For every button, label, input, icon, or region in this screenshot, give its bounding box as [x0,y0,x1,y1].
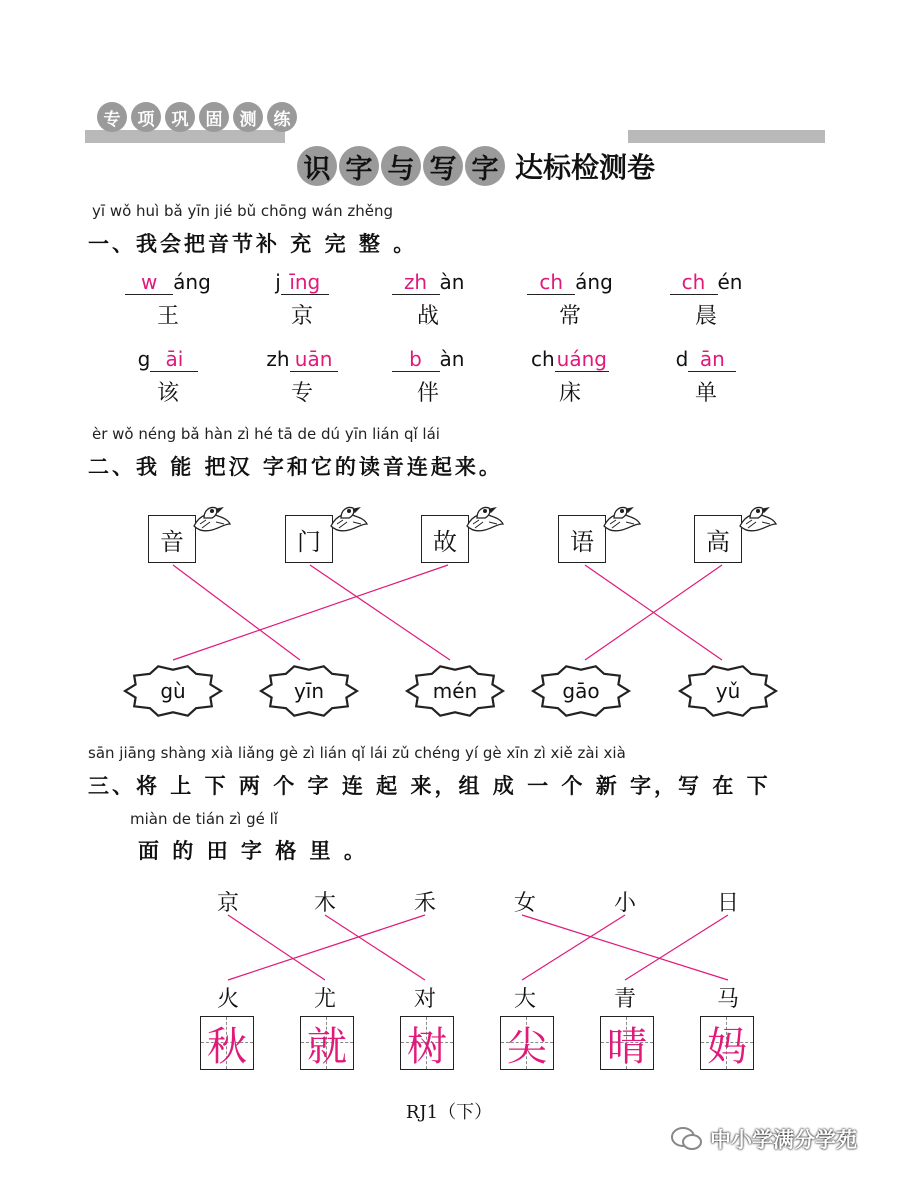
q1-heading: 一、我会把音节补 充 完 整 。 [88,231,418,256]
reading-label: gāo [562,679,600,703]
q2-pinyin: èr wǒ néng bǎ hàn zì hé tā de dú yīn lián qǐ lái [92,425,440,443]
hanzi: 床 [558,381,581,406]
syllable-given: àn [439,347,465,371]
tian-grid [500,1016,554,1070]
top-char: 禾 [414,891,437,916]
title-char: 字 [465,146,505,186]
bird-icon [463,500,505,536]
syllable-given: áng [575,270,613,294]
hanzi: 伴 [416,381,439,406]
syllable-given: d [675,347,689,371]
match-line [173,565,448,660]
tian-grid [600,1016,654,1070]
answer-char: 妈 [707,1023,747,1070]
syllable-given: ch [531,347,555,371]
syllable-answer: ch [527,270,575,295]
syllable-given: j [275,270,281,294]
series-char: 练 [267,102,297,132]
bottom-char: 青 [614,987,637,1012]
syllable-answer: uáng [556,347,607,371]
series-char: 巩 [165,102,195,132]
tian-grid [300,1016,354,1070]
char-box: 故 [421,515,469,563]
syllable-given: zh [266,347,290,371]
match-line [310,565,450,660]
hanzi: 单 [694,381,717,406]
watermark-text: 中小学满分学苑 [710,1128,857,1152]
bird-icon [190,500,232,536]
answer-char: 晴 [607,1023,647,1070]
bottom-char: 火 [217,987,240,1012]
syllable-answer: īng [281,270,329,295]
syllable-answer: b [392,347,440,372]
top-char: 小 [614,891,637,916]
top-char: 女 [514,891,537,916]
syllable-answer: w [125,270,173,295]
series-char: 固 [199,102,229,132]
match-line [173,565,300,660]
hanzi: 专 [290,381,313,406]
answer-char: 秋 [207,1023,247,1070]
match-line [325,915,425,980]
bird-icon [600,500,642,536]
hanzi: 常 [558,304,581,329]
top-char: 京 [217,891,240,916]
series-char: 项 [131,102,161,132]
title-char: 与 [381,146,421,186]
syllable-answer: ch [670,270,718,295]
page-footer: RJ1（下） [405,1102,493,1123]
syllable-answer: uān [290,347,338,372]
q2-heading: 二、我 能 把汉 字和它的读音连起来。 [88,454,503,479]
bottom-char: 大 [514,987,537,1012]
answer-char: 尖 [507,1023,547,1070]
title-tail: 达标检测卷 [515,151,656,184]
hanzi: 晨 [694,304,717,329]
answer-char: 树 [407,1023,447,1070]
top-char: 日 [717,891,740,916]
bird-icon [327,500,369,536]
hanzi: 该 [156,381,179,406]
match-line [522,915,625,980]
title-char: 字 [339,146,379,186]
syllable-answer: zh [392,270,440,295]
tian-grid [400,1016,454,1070]
match-line [228,915,325,980]
syllable-given: áng [173,270,211,294]
match-line [522,915,728,980]
match-line [625,915,728,980]
wechat-icon [670,1125,704,1153]
hanzi: 战 [416,304,439,329]
tian-grid [700,1016,754,1070]
syllable-answer: āi [150,347,198,372]
hanzi: 王 [156,304,179,329]
char-box: 音 [148,515,196,563]
reading-label: mén [432,679,478,703]
reading-label: yǔ [715,679,741,703]
reading-label: yīn [293,679,325,703]
series-char: 专 [97,102,127,132]
q1-pinyin: yī wǒ huì bǎ yīn jié bǔ chōng wán zhěng [92,202,394,220]
hanzi: 京 [290,304,313,329]
bottom-char: 对 [414,987,437,1012]
top-char: 木 [314,891,337,916]
tian-grid [200,1016,254,1070]
reading-label: gù [160,679,186,703]
q3-heading-2: 面 的 田 字 格 里 。 [138,838,368,863]
title-char: 识 [297,146,337,186]
answer-char: 就 [307,1023,347,1070]
char-box: 高 [694,515,742,563]
syllable-answer: ān [688,347,736,372]
match-line [228,915,425,980]
syllable-given: én [717,270,743,294]
syllable-given: àn [439,270,465,294]
q3-pinyin-1: sān jiāng shàng xià liǎng gè zì lián qǐ lái zǔ chéng yí gè xīn zì xiě zài xià [88,744,626,762]
q3-heading-1: 三、将 上 下 两 个 字 连 起 来，组 成 一 个 新 字，写 在 下 [88,773,771,798]
char-box: 语 [558,515,606,563]
q3-pinyin-2: miàn de tián zì gé lǐ [130,810,278,828]
char-box: 门 [285,515,333,563]
series-char: 测 [233,102,263,132]
bird-icon [736,500,778,536]
bottom-char: 尤 [314,987,337,1012]
title-char: 写 [423,146,463,186]
bottom-char: 马 [717,987,740,1012]
watermark [670,1124,857,1154]
syllable-given: g [137,347,151,371]
